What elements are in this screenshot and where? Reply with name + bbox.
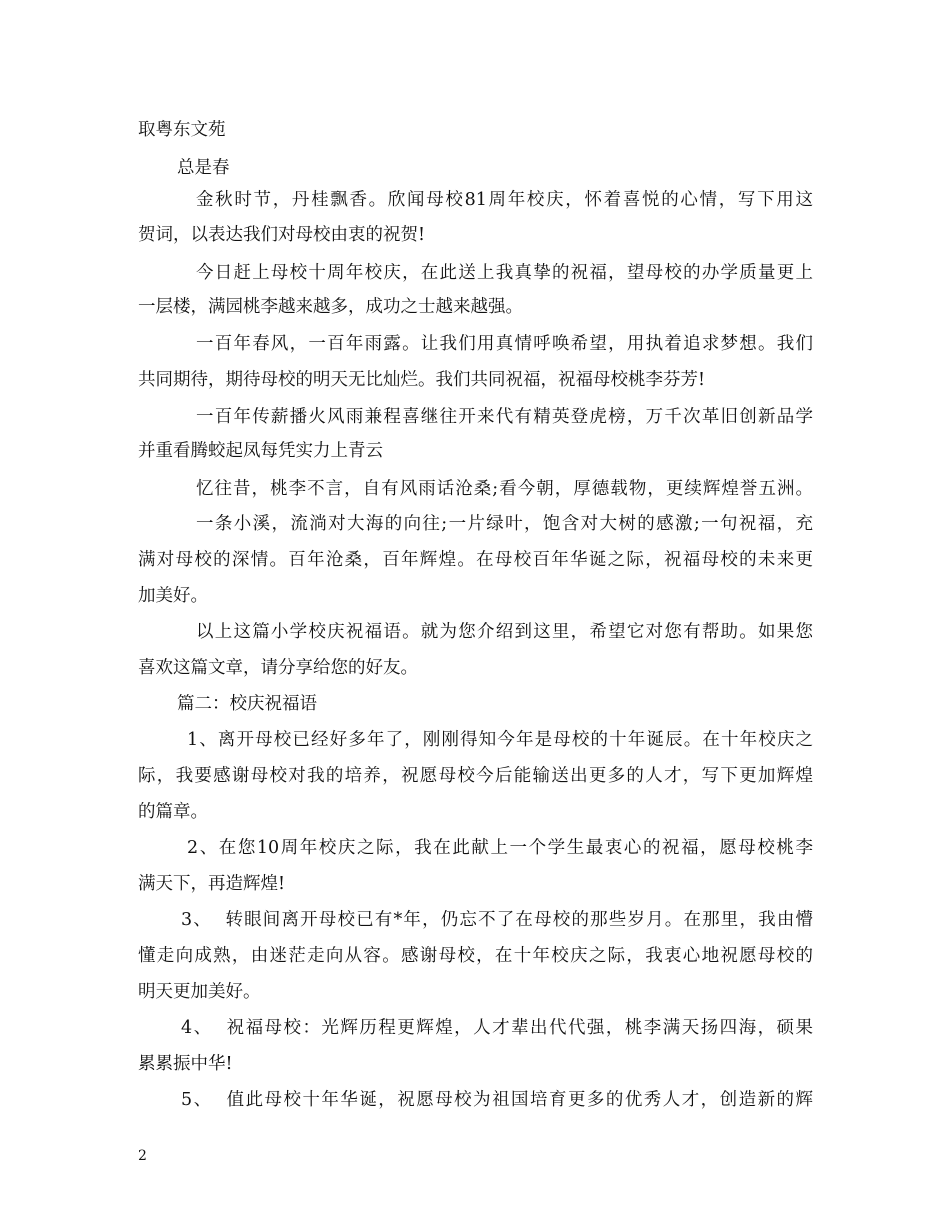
- text-line: 并重看腾蛟起凤每凭实力上青云: [138, 441, 383, 461]
- text-line: 5、 值此母校十年华诞，祝愿母校为祖国培育更多的优秀人才，创造新的辉: [181, 1090, 813, 1110]
- text-line: 贺词，以表达我们对母校由衷的祝贺!: [138, 225, 426, 245]
- text-line: 金秋时节，丹桂飘香。欣闻母校81周年校庆，怀着喜悦的心情，写下用这: [196, 190, 813, 210]
- text-line: 际，我要感谢母校对我的培养，祝愿母校今后能输送出更多的人才，写下更加辉煌: [138, 766, 813, 786]
- text-line: 加美好。: [138, 586, 208, 606]
- text-line: 一条小溪，流淌对大海的向往;一片绿叶，饱含对大树的感激;一句祝福，充: [196, 514, 813, 534]
- text-line: 懂走向成熟，由迷茫走向从容。感谢母校，在十年校庆之际，我衷心地祝愿母校的: [138, 946, 813, 966]
- page-number: 2: [138, 1148, 147, 1164]
- text-line: 满天下，再造辉煌!: [138, 874, 286, 894]
- text-line: 忆往昔，桃李不言，自有风雨话沧桑;看今朝，厚德载物，更续辉煌誉五洲。: [196, 479, 813, 499]
- text-line: 累累振中华!: [138, 1054, 233, 1074]
- text-line: 4、 祝福母校：光辉历程更辉煌，人才辈出代代强，桃李满天扬四海，硕果: [181, 1018, 813, 1038]
- text-line: 取粤东文苑: [138, 120, 226, 140]
- text-line: 明天更加美好。: [138, 982, 261, 1002]
- text-line: 一百年传薪播火风雨兼程喜继往开来代有精英登虎榜，万千次革旧创新品学: [196, 407, 813, 427]
- text-line: 喜欢这篇文章，请分享给您的好友。: [138, 658, 418, 678]
- text-line: 一百年春风，一百年雨露。让我们用真情呼唤希望，用执着追求梦想。我们: [196, 334, 813, 354]
- text-line: 今日赶上母校十周年校庆，在此送上我真挚的祝福，望母校的办学质量更上: [196, 263, 813, 283]
- text-line: 的篇章。: [138, 802, 208, 822]
- text-line: 1、离开母校已经好多年了，刚刚得知今年是母校的十年诞辰。在十年校庆之: [187, 730, 813, 750]
- text-line: 满对母校的深情。百年沧桑，百年辉煌。在母校百年华诞之际，祝福母校的未来更: [138, 550, 813, 570]
- text-line: 一层楼，满园桃李越来越多，成功之士越来越强。: [138, 297, 523, 317]
- text-line: 3、 转眼间离开母校已有*年，仍忘不了在母校的那些岁月。在那里，我由懵: [181, 910, 813, 930]
- text-line: 共同期待，期待母校的明天无比灿烂。我们共同祝福，祝福母校桃李芬芳!: [138, 370, 706, 390]
- section-heading: 篇二：校庆祝福语: [177, 694, 317, 714]
- text-line: 以上这篇小学校庆祝福语。就为您介绍到这里，希望它对您有帮助。如果您: [196, 622, 813, 642]
- text-line: 2、在您10周年校庆之际，我在此献上一个学生最衷心的祝福，愿母校桃李: [187, 838, 813, 858]
- text-line: 总是春: [177, 158, 230, 178]
